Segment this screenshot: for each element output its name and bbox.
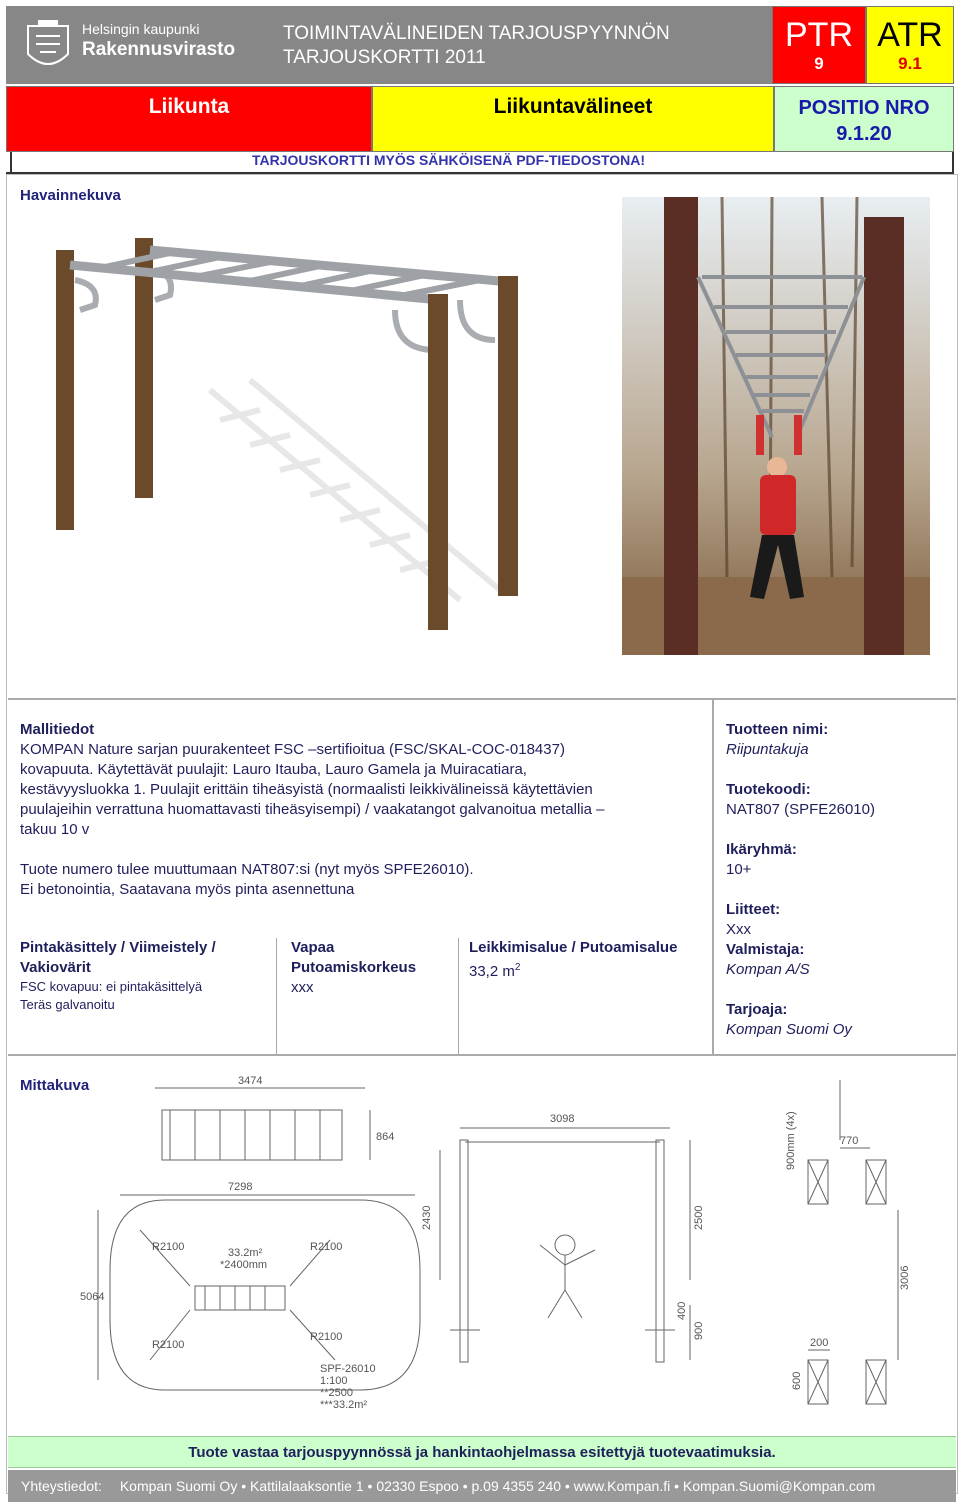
fall-height-heading: Putoamiskorkeus — [291, 959, 417, 976]
play-area-info — [469, 938, 709, 982]
model-line: Tuote numero tulee muuttumaan NAT807:si (nyt myös SPFE26010). — [20, 861, 474, 878]
grid-line-bottom — [8, 1054, 956, 1056]
attachments: Xxx — [726, 921, 752, 938]
fall-height-info — [291, 938, 451, 998]
dimension-drawing — [70, 1070, 950, 1430]
dim-side-200: 200 — [810, 1337, 829, 1349]
subcategory-cell: Liikuntavälineet — [372, 86, 774, 152]
dim-front-400: 400 — [676, 1301, 688, 1320]
product-info — [726, 720, 951, 1040]
spec-text: SPF-26010 — [320, 1363, 376, 1375]
play-area-value-row — [469, 958, 709, 982]
model-line: Ei betonointia, Saatavana myös pinta asennettuna — [20, 881, 355, 898]
notice-strip — [6, 152, 954, 174]
drawing-label: Mittakuva — [20, 1077, 90, 1094]
product-code-label: Tuotekoodi: — [726, 781, 811, 798]
grid-line-vertical-3 — [458, 938, 459, 1056]
model-line: takuu 10 v — [20, 821, 90, 838]
play-area-value: 33,2 m — [469, 963, 515, 980]
spec-text: 1:100 — [320, 1375, 348, 1387]
supplier: Kompan Suomi Oy — [726, 1021, 852, 1038]
pdf-notice: TARJOUSKORTTI MYÖS SÄHKÖISENÄ PDF-TIEDOSTONA! — [252, 152, 646, 168]
area-text: 33.2m² — [228, 1247, 263, 1259]
atr-value: 9.1 — [898, 54, 922, 73]
age-group: 10+ — [726, 861, 752, 878]
spacer — [726, 820, 951, 840]
dim-side-3006: 3006 — [899, 1265, 911, 1290]
contact-label: Yhteystiedot: — [21, 1478, 102, 1494]
card-title — [274, 6, 772, 84]
radius-label: R2100 — [152, 1241, 185, 1253]
treatment-heading: Vakiovärit — [20, 959, 91, 976]
dim-front-h2: 2500 — [693, 1205, 705, 1230]
dim-side-770: 770 — [840, 1135, 859, 1147]
atr-label: ATR — [877, 16, 943, 54]
title-line1: TOIMINTAVÄLINEIDEN TARJOUSPYYNNÖN — [283, 23, 670, 44]
position-label: POSITIO NRO — [798, 97, 930, 119]
spacer — [726, 760, 951, 780]
treatment-heading: Pintakäsittely / Viimeistely / — [20, 939, 216, 956]
notice-divider-right — [952, 152, 954, 174]
model-info — [20, 720, 700, 900]
fall-height-heading: Vapaa — [291, 939, 335, 956]
area-text: *2400mm — [220, 1259, 268, 1271]
manufacturer: Kompan A/S — [726, 961, 810, 978]
dim-side-900: 900mm (4x) — [785, 1111, 797, 1170]
title-line2: TARJOUSKORTTI 2011 — [283, 47, 486, 68]
manufacturer-label: Valmistaja: — [726, 941, 805, 958]
dim-top-depth: 864 — [376, 1131, 395, 1143]
ptr-box — [772, 6, 866, 84]
contact-details: Kompan Suomi Oy • Kattilalaaksontie 1 • 02330 Espoo • p.09 4355 240 • www.Kompan.fi • Kompan.Suomi@Kompan.com — [119, 1478, 876, 1494]
ptr-label: PTR — [785, 16, 853, 54]
dim-top-width: 3474 — [238, 1075, 263, 1087]
attachments-label: Liitteet: — [726, 901, 781, 918]
grid-line-top — [8, 698, 956, 700]
logo-line2: Rakennusvirasto — [82, 39, 236, 60]
radius-label: R2100 — [310, 1331, 343, 1343]
play-area-unit: 2 — [514, 962, 521, 973]
product-code: NAT807 (SPFE26010) — [726, 801, 875, 818]
dim-front-h1: 2430 — [421, 1205, 433, 1230]
ptr-value: 9 — [814, 54, 824, 73]
dim-front-900: 900 — [693, 1321, 705, 1340]
model-line: kovapuuta. Käytettävät puulajit: Lauro Itauba, Lauro Gamela ja Muiracatiara, — [20, 761, 527, 778]
product-render — [40, 220, 560, 640]
model-heading: Mallitiedot — [20, 721, 95, 738]
logo-line1: Helsingin kaupunki — [82, 21, 200, 37]
city-logo-block — [6, 6, 274, 84]
spacer — [726, 980, 951, 1000]
spec-text: ***33.2m² — [320, 1399, 368, 1411]
play-area-heading: Leikkimisalue / Putoamisalue — [469, 939, 678, 956]
illustration-label: Havainnekuva — [20, 187, 121, 204]
spacer — [726, 880, 951, 900]
position-cell — [774, 86, 954, 152]
spacer — [20, 840, 700, 860]
dim-front-width: 3098 — [550, 1113, 575, 1125]
model-line: KOMPAN Nature sarjan puurakenteet FSC –sertifioitua (FSC/SKAL-COC-018437) — [20, 741, 565, 758]
supplier-label: Tarjoaja: — [726, 1001, 788, 1018]
product-photo — [622, 197, 930, 655]
radius-label: R2100 — [152, 1339, 185, 1351]
radius-label: R2100 — [310, 1241, 343, 1253]
model-line: kestävyysluokka 1. Puulajit erittäin tiheäsyistä (normaalisti leikkivälineissä käytettävien — [20, 781, 593, 798]
fall-height-value: xxx — [291, 979, 314, 996]
dim-area-width: 7298 — [228, 1181, 253, 1193]
age-group-label: Ikäryhmä: — [726, 841, 797, 858]
model-line: puulajeihin verrattuna huomattavasti tiheäsyisempi) / vaakatangot galvanoitua metallia – — [20, 801, 605, 818]
position-value: 9.1.20 — [836, 123, 892, 145]
requirement-banner: Tuote vastaa tarjouspyynnössä ja hankintaohjelmassa esitettyjä tuotevaatimuksia. — [8, 1436, 956, 1468]
treatment-line: Teräs galvanoitu — [20, 997, 115, 1012]
category-cell: Liikunta — [6, 86, 372, 152]
dim-area-height: 5064 — [80, 1291, 105, 1303]
grid-line-vertical-1 — [712, 698, 714, 1056]
product-name: Riipuntakuja — [726, 741, 809, 758]
grid-line-vertical-2 — [276, 938, 277, 1056]
dim-side-600: 600 — [791, 1371, 803, 1390]
contact-bar — [8, 1470, 956, 1502]
notice-divider-left — [10, 152, 12, 174]
product-name-label: Tuotteen nimi: — [726, 721, 829, 738]
treatment-line: FSC kovapuu: ei pintakäsittelyä — [20, 979, 203, 994]
spec-text: **2500 — [320, 1387, 354, 1399]
atr-box — [866, 6, 954, 84]
treatment-info — [20, 938, 270, 1014]
